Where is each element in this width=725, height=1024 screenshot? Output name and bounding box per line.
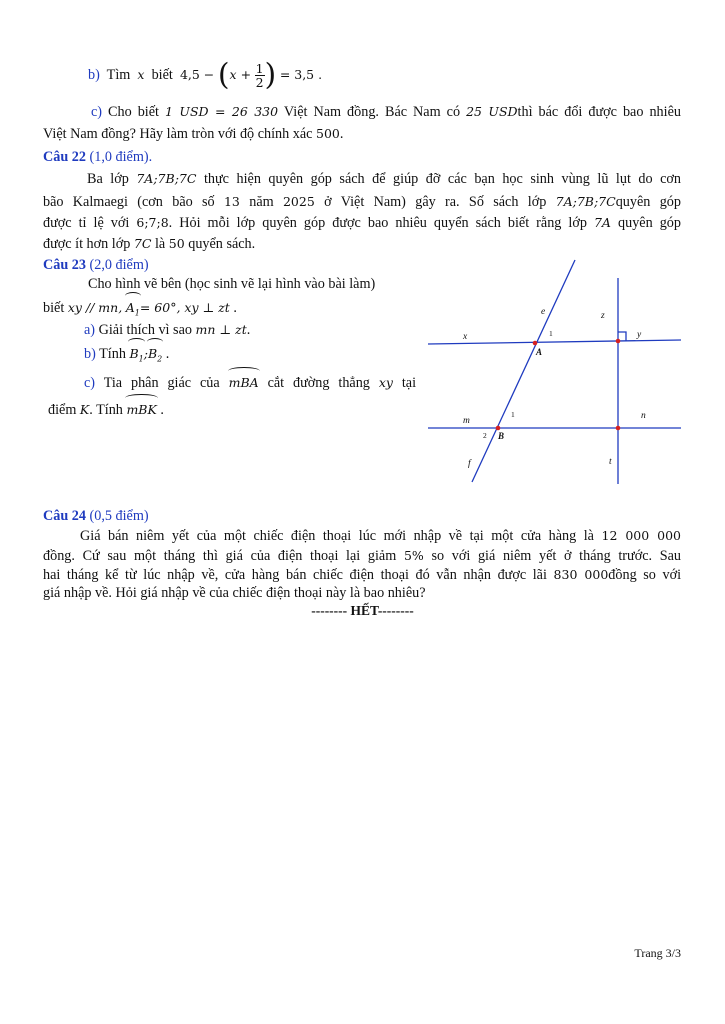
q23-points: (2,0 điểm) [89, 257, 149, 273]
q21b-line [88, 57, 323, 93]
line-ef [472, 260, 575, 482]
q22-line2: bão Kalmaegi (cơn bão số 13 năm 2025 ở Việt Nam) gây ra. Số sách lớp 7A;7B;7Cquyên góp [43, 194, 681, 210]
label-y: y [637, 330, 642, 340]
q21b-expr-right: = 3,5 . [279, 67, 323, 82]
label-1-top: 1 [549, 329, 553, 338]
q24-heading [43, 507, 149, 525]
end-marker: -------- HẾT-------- [311, 603, 414, 618]
label-A: A [536, 347, 543, 357]
label-m: m [463, 416, 470, 426]
label-B: B [498, 431, 505, 441]
q24-line3: hai tháng kể từ lúc nhập về, cửa hàng bán chiếc điện thoại đó vẫn nhận được lãi 830 000đồng so với [43, 567, 682, 583]
label-t: t [609, 457, 612, 467]
q24-line1: Giá bán niêm yết của một chiếc điện thoại lúc mới nhập về tại một cửa hàng là 12 000 000 [80, 528, 681, 544]
q21b-text2: biết [151, 67, 173, 83]
point-xy-zt [616, 339, 621, 344]
q24-line4: giá nhập về. Hỏi giá nhập về của chiếc điện thoại này là bao nhiêu? [43, 585, 426, 601]
label-e: e [541, 307, 546, 317]
left-paren: ( [217, 57, 230, 93]
label-z: z [601, 311, 605, 321]
point-mn-zt [616, 426, 621, 431]
q23-line2: biết xy // mn, $A_1= 60^\circ$, xy ⊥ zt . [43, 299, 237, 323]
label-1-bottom: 1 [511, 410, 515, 419]
point-A [533, 341, 538, 346]
q21b-expr-left: 4,5 − [179, 67, 215, 82]
label-n: n [641, 411, 646, 421]
q21c-line1: c) Cho biết 1 USD = 26 330 Việt Nam đồng. Bác Nam có 25 USDthì bác đổi được bao nhiêu [91, 104, 681, 120]
right-paren: ) [264, 57, 277, 93]
point-B [496, 426, 501, 431]
page-number: Trang 3/3 [634, 946, 681, 960]
q24-points: (0,5 điểm) [89, 508, 149, 524]
label-x: x [463, 332, 468, 342]
geometry-figure [425, 258, 685, 488]
q24-line2: đồng. Cứ sau một tháng thì giá của điện thoại lại giảm 5% so với giá niêm yết ở tháng trước. Sau [43, 548, 682, 564]
q23-part-c-line2: điểm K. Tính mBK . [48, 402, 164, 418]
q22-heading [43, 148, 152, 166]
q21b-label: b) [88, 67, 100, 83]
q21b-fraction: $\frac{1}{2}$ [255, 61, 264, 91]
label-2: 2 [483, 431, 487, 440]
q22-points: (1,0 điểm). [89, 149, 153, 165]
q23-part-c: c) Tia phân giác của mBA cắt đường thẳng xy tại [84, 375, 417, 391]
label-f: f [468, 459, 471, 469]
q21b-var: x [137, 67, 145, 82]
q21b-text: Tìm [106, 67, 131, 83]
q23-line1: Cho hình vẽ bên (học sinh vẽ lại hình vào bài làm) [88, 276, 376, 292]
q22-line1: Ba lớp 7A;7B;7C thực hiện quyên góp sách để giúp đỡ các bạn học sinh vùng lũ lụt do cơn [87, 171, 682, 187]
q23-title: Câu 23 [43, 257, 86, 273]
q23-heading [43, 256, 149, 274]
q22-line3: được tỉ lệ với 6;7;8. Hỏi mỗi lớp quyên góp được bao nhiêu quyển sách biết rằng lớp 7A quyên góp [43, 215, 681, 231]
q21c-line2: Việt Nam đồng? Hãy làm tròn với độ chính xác 500. [43, 126, 344, 142]
q23-part-a: a) Giải thích vì sao mn ⊥ zt. [84, 322, 251, 338]
q22-line4: được ít hơn lớp 7C là 50 quyển sách. [43, 236, 256, 252]
q22-title: Câu 22 [43, 149, 86, 165]
q24-title: Câu 24 [43, 508, 86, 524]
q21b-expr-x: x + [229, 67, 252, 82]
q23-part-b: b) Tính $B_1;B_2$ . [84, 345, 169, 369]
